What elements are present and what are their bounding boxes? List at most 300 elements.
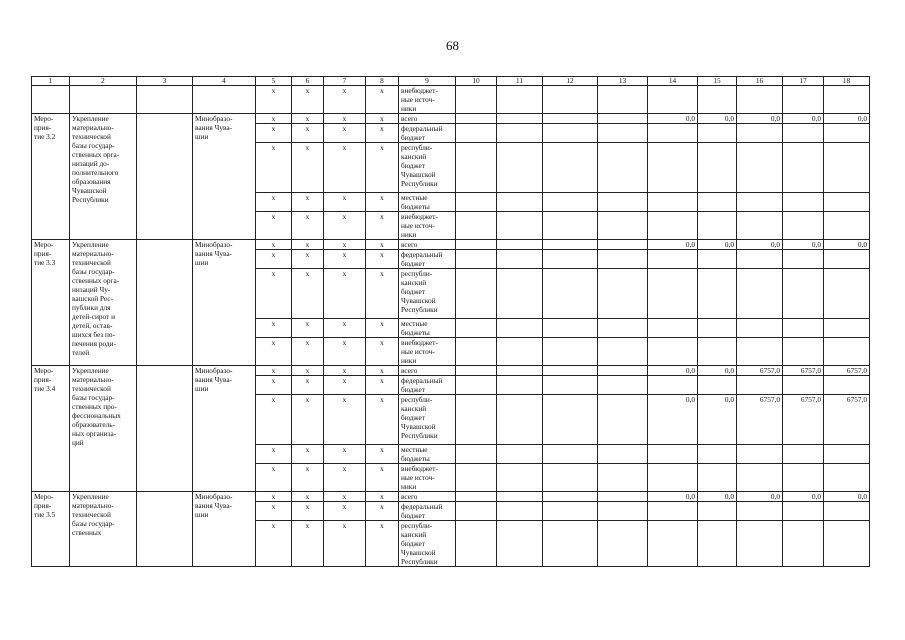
funding-amount — [698, 269, 737, 319]
co-executor-cell — [137, 240, 193, 366]
empty-cell — [737, 502, 783, 521]
x-mark: х — [366, 502, 399, 521]
empty-cell — [698, 212, 737, 240]
funding-amount: 0,0 — [824, 492, 870, 502]
x-mark: х — [324, 124, 366, 143]
x-mark: х — [292, 319, 324, 338]
empty-cell — [598, 492, 648, 502]
funding-amount: 6757,0 — [737, 366, 783, 376]
co-executor-cell — [137, 114, 193, 240]
empty-cell — [543, 269, 598, 319]
x-mark: х — [256, 124, 292, 143]
empty-cell — [783, 376, 824, 395]
event-executor: Минобразо- вания Чува- шии — [193, 492, 256, 567]
empty-cell — [32, 86, 70, 114]
funding-amount — [824, 269, 870, 319]
x-mark: х — [256, 464, 292, 492]
funding-source: внебюджет- ные источ- ники — [399, 212, 456, 240]
x-mark: х — [366, 319, 399, 338]
empty-cell — [598, 124, 648, 143]
empty-cell — [497, 366, 543, 376]
empty-cell — [737, 338, 783, 366]
x-mark: х — [324, 376, 366, 395]
empty-cell — [543, 492, 598, 502]
funding-source: федеральный бюджет — [399, 502, 456, 521]
funding-amount — [783, 143, 824, 193]
empty-cell — [783, 464, 824, 492]
funding-amount: 6757,0 — [783, 395, 824, 445]
x-mark: х — [292, 492, 324, 502]
empty-cell — [598, 338, 648, 366]
empty-cell — [497, 240, 543, 250]
event-2-row — [32, 114, 870, 124]
empty-cell — [497, 502, 543, 521]
empty-cell — [737, 319, 783, 338]
empty-cell — [737, 464, 783, 492]
funding-amount: 0,0 — [648, 395, 698, 445]
funding-source: всего — [399, 366, 456, 376]
x-mark: х — [256, 240, 292, 250]
empty-cell — [648, 338, 698, 366]
funding-amount: 0,0 — [698, 395, 737, 445]
x-mark: х — [256, 502, 292, 521]
empty-cell — [497, 395, 543, 445]
empty-cell — [497, 338, 543, 366]
continuation-row — [32, 86, 870, 114]
empty-cell — [456, 250, 497, 269]
empty-cell — [598, 269, 648, 319]
funding-source: внебюджет- ные источ- ники — [399, 86, 456, 114]
x-mark: х — [366, 250, 399, 269]
empty-cell — [824, 521, 870, 567]
funding-amount: 0,0 — [783, 240, 824, 250]
x-mark: х — [324, 143, 366, 193]
empty-cell — [698, 250, 737, 269]
funding-amount — [698, 143, 737, 193]
event-executor: Минобразо- вания Чува- шии — [193, 366, 256, 492]
empty-cell — [824, 250, 870, 269]
event-name: Укрепление материально- технической базы государ- ственных — [70, 492, 137, 567]
empty-cell — [543, 250, 598, 269]
column-number: 12 — [543, 77, 598, 86]
empty-cell — [783, 319, 824, 338]
empty-cell — [598, 212, 648, 240]
empty-cell — [598, 193, 648, 212]
column-number: 11 — [497, 77, 543, 86]
empty-cell — [648, 212, 698, 240]
empty-cell — [543, 366, 598, 376]
x-mark: х — [324, 464, 366, 492]
funding-source: всего — [399, 492, 456, 502]
empty-cell — [824, 193, 870, 212]
event-name: Укрепление материально- технической базы государ- ственных орга- низаций до- полнительного образования Чувашской Республики — [70, 114, 137, 240]
funding-source: республи- канский бюджет Чувашской Республики — [399, 521, 456, 567]
program-financing-table — [31, 76, 870, 567]
funding-amount: 0,0 — [824, 240, 870, 250]
funding-amount: 0,0 — [783, 492, 824, 502]
column-number: 4 — [193, 77, 256, 86]
empty-cell — [497, 492, 543, 502]
funding-amount: 0,0 — [698, 114, 737, 124]
empty-cell — [648, 502, 698, 521]
empty-cell — [497, 124, 543, 143]
x-mark: х — [256, 521, 292, 567]
empty-cell — [456, 240, 497, 250]
empty-cell — [698, 193, 737, 212]
empty-cell — [698, 124, 737, 143]
x-mark: х — [256, 86, 292, 114]
empty-cell — [456, 124, 497, 143]
column-number: 7 — [324, 77, 366, 86]
funding-amount — [737, 269, 783, 319]
x-mark: х — [324, 502, 366, 521]
empty-cell — [456, 86, 497, 114]
empty-cell — [70, 86, 137, 114]
funding-amount: 6757,0 — [824, 366, 870, 376]
x-mark: х — [324, 319, 366, 338]
x-mark: х — [256, 366, 292, 376]
x-mark: х — [366, 464, 399, 492]
empty-cell — [783, 338, 824, 366]
funding-source: республи- канский бюджет Чувашской Республики — [399, 269, 456, 319]
empty-cell — [737, 445, 783, 464]
empty-cell — [543, 240, 598, 250]
empty-cell — [598, 319, 648, 338]
x-mark: х — [292, 114, 324, 124]
empty-cell — [824, 464, 870, 492]
funding-source: федеральный бюджет — [399, 124, 456, 143]
empty-cell — [497, 445, 543, 464]
funding-amount: 0,0 — [737, 492, 783, 502]
column-number: 16 — [737, 77, 783, 86]
empty-cell — [598, 376, 648, 395]
empty-cell — [456, 366, 497, 376]
empty-cell — [497, 193, 543, 212]
x-mark: х — [366, 193, 399, 212]
funding-amount — [737, 143, 783, 193]
funding-amount — [824, 143, 870, 193]
empty-cell — [543, 395, 598, 445]
empty-cell — [698, 502, 737, 521]
empty-cell — [598, 86, 648, 114]
column-number: 13 — [598, 77, 648, 86]
page-number: 68 — [446, 38, 459, 53]
empty-cell — [824, 319, 870, 338]
empty-cell — [648, 193, 698, 212]
empty-cell — [497, 319, 543, 338]
empty-cell — [698, 521, 737, 567]
empty-cell — [543, 521, 598, 567]
x-mark: х — [292, 376, 324, 395]
funding-amount: 6757,0 — [824, 395, 870, 445]
x-mark: х — [324, 338, 366, 366]
event-4-row — [32, 366, 870, 376]
empty-cell — [648, 86, 698, 114]
column-number: 14 — [648, 77, 698, 86]
empty-cell — [598, 240, 648, 250]
event-name: Укрепление материально- технической базы государ- ственных про- фессиональных образователь- ных организа- ций — [70, 366, 137, 492]
x-mark: х — [324, 212, 366, 240]
funding-source: федеральный бюджет — [399, 250, 456, 269]
empty-cell — [543, 143, 598, 193]
empty-cell — [698, 464, 737, 492]
x-mark: х — [292, 445, 324, 464]
x-mark: х — [366, 114, 399, 124]
empty-cell — [824, 86, 870, 114]
x-mark: х — [256, 338, 292, 366]
x-mark: х — [256, 445, 292, 464]
empty-cell — [456, 269, 497, 319]
column-number: 8 — [366, 77, 399, 86]
x-mark: х — [324, 269, 366, 319]
funding-amount — [783, 269, 824, 319]
x-mark: х — [324, 86, 366, 114]
x-mark: х — [366, 212, 399, 240]
empty-cell — [698, 338, 737, 366]
empty-cell — [543, 376, 598, 395]
empty-cell — [456, 143, 497, 193]
empty-cell — [783, 502, 824, 521]
funding-source: всего — [399, 240, 456, 250]
empty-cell — [456, 212, 497, 240]
empty-cell — [456, 502, 497, 521]
empty-cell — [497, 212, 543, 240]
funding-amount: 0,0 — [698, 240, 737, 250]
x-mark: х — [292, 212, 324, 240]
x-mark: х — [324, 114, 366, 124]
x-mark: х — [292, 193, 324, 212]
empty-cell — [698, 86, 737, 114]
empty-cell — [456, 395, 497, 445]
event-executor: Минобразо- вания Чува- шии — [193, 240, 256, 366]
x-mark: х — [256, 143, 292, 193]
empty-cell — [598, 366, 648, 376]
empty-cell — [737, 376, 783, 395]
empty-cell — [598, 445, 648, 464]
funding-amount — [648, 269, 698, 319]
column-number: 1 — [32, 77, 70, 86]
empty-cell — [497, 269, 543, 319]
column-number-header — [32, 77, 870, 86]
x-mark: х — [324, 366, 366, 376]
funding-amount: 0,0 — [824, 114, 870, 124]
empty-cell — [824, 212, 870, 240]
empty-cell — [648, 521, 698, 567]
empty-cell — [648, 376, 698, 395]
empty-cell — [598, 464, 648, 492]
x-mark: х — [292, 124, 324, 143]
x-mark: х — [256, 114, 292, 124]
funding-source: местные бюджеты — [399, 445, 456, 464]
empty-cell — [543, 114, 598, 124]
empty-cell — [456, 464, 497, 492]
empty-cell — [497, 86, 543, 114]
empty-cell — [193, 86, 256, 114]
empty-cell — [456, 319, 497, 338]
funding-amount: 0,0 — [648, 240, 698, 250]
empty-cell — [783, 521, 824, 567]
empty-cell — [783, 124, 824, 143]
x-mark: х — [292, 250, 324, 269]
empty-cell — [456, 445, 497, 464]
x-mark: х — [256, 319, 292, 338]
event-label: Меро- прия- тие 3.3 — [32, 240, 70, 366]
x-mark: х — [366, 240, 399, 250]
funding-amount: 0,0 — [698, 366, 737, 376]
funding-source: всего — [399, 114, 456, 124]
empty-cell — [783, 86, 824, 114]
event-executor: Минобразо- вания Чува- шии — [193, 114, 256, 240]
empty-cell — [783, 212, 824, 240]
empty-cell — [824, 445, 870, 464]
x-mark: х — [324, 193, 366, 212]
x-mark: х — [366, 86, 399, 114]
co-executor-cell — [137, 366, 193, 492]
x-mark: х — [324, 521, 366, 567]
empty-cell — [543, 445, 598, 464]
empty-cell — [648, 124, 698, 143]
funding-source: федеральный бюджет — [399, 376, 456, 395]
empty-cell — [598, 395, 648, 445]
x-mark: х — [366, 445, 399, 464]
empty-cell — [543, 502, 598, 521]
empty-cell — [824, 502, 870, 521]
x-mark: х — [324, 250, 366, 269]
x-mark: х — [292, 338, 324, 366]
empty-cell — [783, 193, 824, 212]
empty-cell — [737, 521, 783, 567]
empty-cell — [824, 376, 870, 395]
empty-cell — [737, 86, 783, 114]
empty-cell — [137, 86, 193, 114]
empty-cell — [648, 319, 698, 338]
empty-cell — [598, 143, 648, 193]
empty-cell — [456, 492, 497, 502]
column-number: 9 — [399, 77, 456, 86]
funding-source: внебюджет- ные источ- ники — [399, 464, 456, 492]
empty-cell — [598, 250, 648, 269]
x-mark: х — [256, 395, 292, 445]
empty-cell — [497, 114, 543, 124]
empty-cell — [497, 376, 543, 395]
empty-cell — [648, 464, 698, 492]
empty-cell — [698, 376, 737, 395]
x-mark: х — [292, 269, 324, 319]
funding-amount: 0,0 — [648, 492, 698, 502]
x-mark: х — [292, 143, 324, 193]
x-mark: х — [292, 521, 324, 567]
x-mark: х — [366, 269, 399, 319]
x-mark: х — [366, 395, 399, 445]
event-3-row — [32, 240, 870, 250]
event-label: Меро- прия- тие 3.2 — [32, 114, 70, 240]
empty-cell — [543, 338, 598, 366]
column-number: 2 — [70, 77, 137, 86]
empty-cell — [497, 143, 543, 193]
empty-cell — [698, 319, 737, 338]
funding-amount: 6757,0 — [783, 366, 824, 376]
x-mark: х — [292, 366, 324, 376]
x-mark: х — [292, 86, 324, 114]
empty-cell — [456, 114, 497, 124]
funding-source: республи- канский бюджет Чувашской Республики — [399, 143, 456, 193]
empty-cell — [598, 114, 648, 124]
funding-amount: 0,0 — [737, 114, 783, 124]
x-mark: х — [256, 212, 292, 240]
x-mark: х — [366, 143, 399, 193]
funding-source: внебюджет- ные источ- ники — [399, 338, 456, 366]
empty-cell — [783, 445, 824, 464]
column-number: 18 — [824, 77, 870, 86]
x-mark: х — [366, 366, 399, 376]
empty-cell — [598, 502, 648, 521]
x-mark: х — [292, 395, 324, 445]
empty-cell — [824, 338, 870, 366]
funding-amount: 0,0 — [648, 366, 698, 376]
empty-cell — [456, 521, 497, 567]
x-mark: х — [292, 240, 324, 250]
column-number: 10 — [456, 77, 497, 86]
empty-cell — [648, 250, 698, 269]
empty-cell — [598, 521, 648, 567]
funding-source: местные бюджеты — [399, 193, 456, 212]
column-number: 3 — [137, 77, 193, 86]
empty-cell — [456, 338, 497, 366]
empty-cell — [824, 124, 870, 143]
empty-cell — [543, 193, 598, 212]
x-mark: х — [256, 269, 292, 319]
empty-cell — [648, 445, 698, 464]
funding-amount — [648, 143, 698, 193]
empty-cell — [543, 124, 598, 143]
empty-cell — [543, 212, 598, 240]
empty-cell — [737, 250, 783, 269]
event-5-row — [32, 492, 870, 502]
x-mark: х — [292, 464, 324, 492]
empty-cell — [497, 464, 543, 492]
x-mark: х — [324, 445, 366, 464]
x-mark: х — [324, 395, 366, 445]
x-mark: х — [256, 193, 292, 212]
funding-amount: 6757,0 — [737, 395, 783, 445]
x-mark: х — [366, 492, 399, 502]
funding-amount: 0,0 — [698, 492, 737, 502]
empty-cell — [456, 376, 497, 395]
empty-cell — [456, 193, 497, 212]
empty-cell — [543, 86, 598, 114]
x-mark: х — [292, 502, 324, 521]
x-mark: х — [366, 338, 399, 366]
empty-cell — [737, 193, 783, 212]
funding-source: республи- канский бюджет Чувашской Республики — [399, 395, 456, 445]
x-mark: х — [256, 376, 292, 395]
empty-cell — [698, 445, 737, 464]
funding-amount: 0,0 — [648, 114, 698, 124]
x-mark: х — [366, 124, 399, 143]
empty-cell — [543, 319, 598, 338]
event-label: Меро- прия- тие 3.4 — [32, 366, 70, 492]
x-mark: х — [366, 521, 399, 567]
x-mark: х — [366, 376, 399, 395]
x-mark: х — [324, 240, 366, 250]
column-number: 5 — [256, 77, 292, 86]
funding-amount: 0,0 — [783, 114, 824, 124]
event-label: Меро- прия- тие 3.5 — [32, 492, 70, 567]
event-name: Укрепление материально- технической базы государ- ственных орга- низаций Чу- вашской Рес- публики для детей-сирот и детей, остав- шихся без по- печения роди- телей — [70, 240, 137, 366]
column-number: 6 — [292, 77, 324, 86]
empty-cell — [737, 212, 783, 240]
empty-cell — [543, 464, 598, 492]
